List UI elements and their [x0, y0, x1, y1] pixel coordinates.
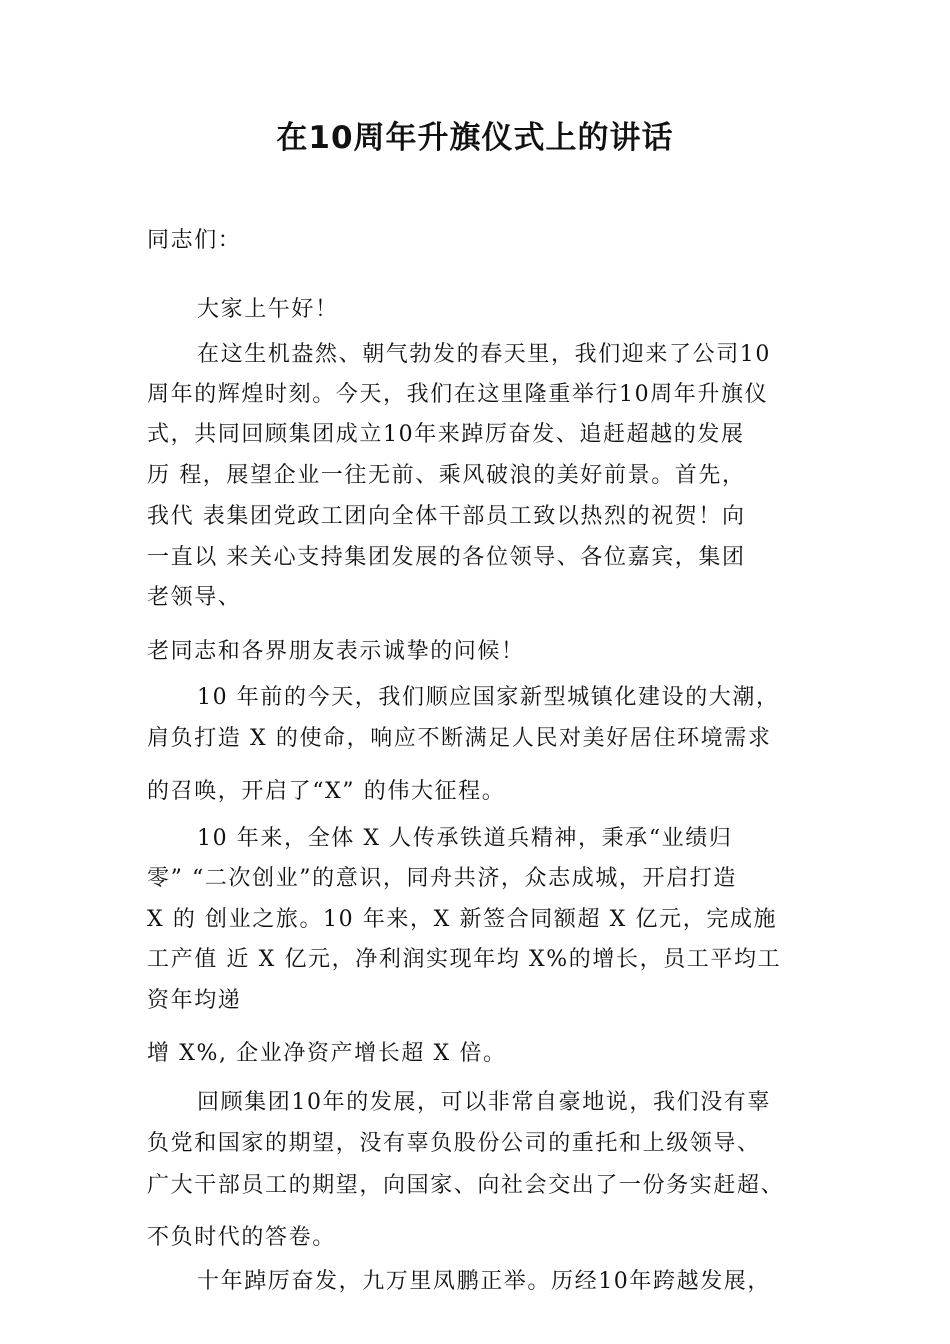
paragraph-line: 老同志和各界朋友表示诚挚的问候！ [147, 639, 525, 664]
paragraph-line: 回顾集团10年的发展，可以非常自豪地说，我们没有辜 [197, 1090, 771, 1115]
paragraph-line: 肩负打造 X 的使命，响应不断满足人民对美好居住环境需求 [147, 726, 772, 751]
paragraph-line: 负党和国家的期望，没有辜负股份公司的重托和上级领导、 [147, 1131, 761, 1156]
paragraph-line: 老领导、 [147, 585, 242, 610]
paragraph-line: 一直以 来关心支持集团发展的各位领导、各位嘉宾，集团 [147, 545, 746, 570]
document-title: 在10周年升旗仪式上的讲话 [276, 120, 674, 156]
paragraph-line: 广大干部员工的期望，向国家、向社会交出了一份务实赶超、 [147, 1173, 785, 1198]
paragraph-line: 10 年前的今天，我们顺应国家新型城镇化建设的大潮， [197, 685, 780, 710]
paragraph-line: 增 X%, 企业净资产增长超 X 倍。 [147, 1041, 507, 1066]
paragraph-line: 式，共同回顾集团成立10年来踔厉奋发、追赶超越的发展 [147, 422, 745, 447]
paragraph-line: 周年的辉煌时刻。今天，我们在这里隆重举行10周年升旗仪 [147, 382, 769, 407]
paragraph-line: X 的 创业之旅。10 年来，X 新签合同额超 X 亿元，完成施 [147, 907, 778, 932]
paragraph-line: 十年踔厉奋发，九万里凤鹏正举。历经10年跨越发展， [197, 1269, 771, 1294]
paragraph-line: 零” “二次创业”的意识，同舟共济，众志成城，开启打造 [147, 866, 737, 891]
paragraph-line: 历 程，展望企业一往无前、乘风破浪的美好前景。首先， [147, 463, 746, 488]
paragraph-line: 资年均递 [147, 988, 242, 1013]
paragraph-line: 的召唤，开启了“X” 的伟大征程。 [147, 779, 506, 804]
paragraph-line: 不负时代的答卷。 [147, 1225, 336, 1250]
paragraph-line: 在这生机盎然、朝气勃发的春天里，我们迎来了公司10 [197, 342, 771, 367]
paragraph-line: 工产值 近 X 亿元，净利润实现年均 X%的增长，员工平均工 [147, 947, 782, 972]
salutation: 同志们： [147, 228, 242, 253]
greeting: 大家上午好！ [197, 297, 339, 322]
paragraph-line: 我代 表集团党政工团向全体干部员工致以热烈的祝贺！向 [147, 504, 746, 529]
paragraph-line: 10 年来，全体 X 人传承铁道兵精神，秉承“业绩归 [197, 826, 733, 851]
